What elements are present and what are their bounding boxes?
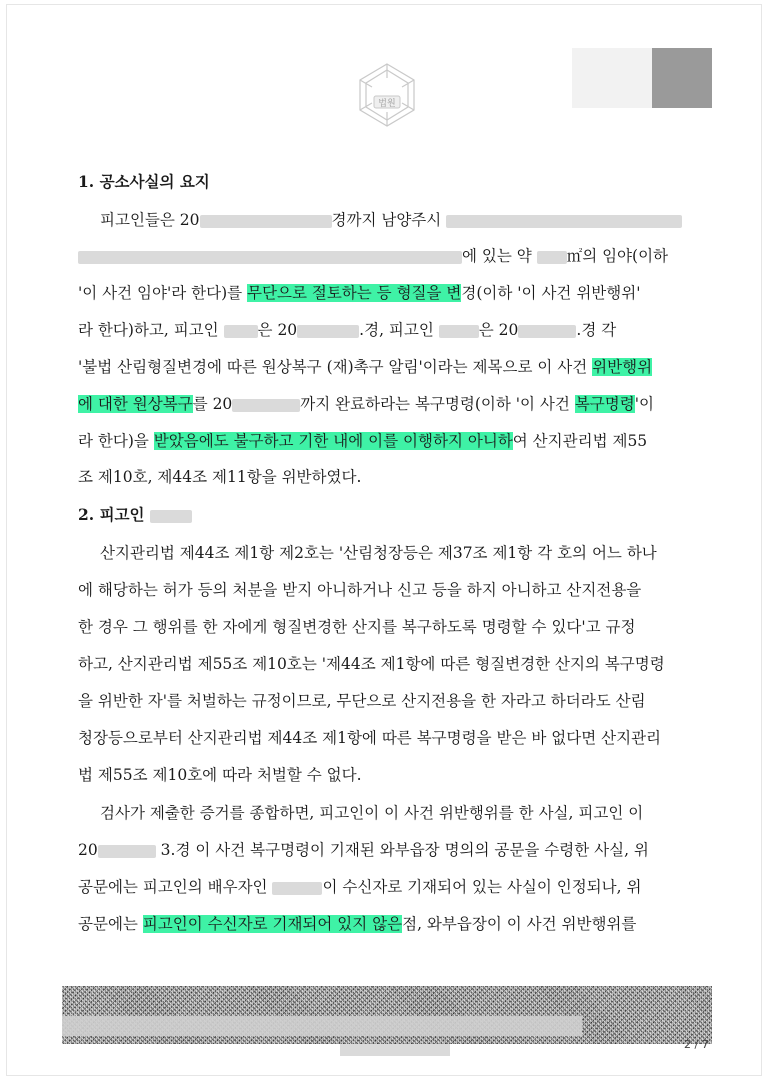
- text-line: 에 있는 약 ㎡의 임야(이하: [78, 246, 668, 266]
- redacted-footer-text: [340, 1044, 450, 1056]
- text-line: 산지관리법 제44조 제1항 제2호는 '산림청장등은 제37조 제1항 각 호의 어느 하나: [100, 544, 657, 562]
- redacted-footer-text: [62, 1016, 582, 1036]
- redacted-stamp: [572, 48, 712, 108]
- text-line: 검사가 제출한 증거를 종합하면, 피고인이 이 사건 위반행위를 한 사실, 피고인 이: [100, 804, 644, 822]
- court-seal-icon: [354, 60, 420, 130]
- text-line: 20 3.경 이 사건 복구명령이 기재된 와부읍장 명의의 공문을 수령한 사실, 위: [78, 841, 649, 859]
- text-line: 에 대한 원상복구를 20 까지 완료하라는 복구명령(이하 '이 사건 복구명령'이: [78, 395, 654, 413]
- text-line: 청장등으로부터 산지관리법 제44조 제1항에 따른 복구명령을 받은 바 없다면 산지관리: [78, 729, 662, 747]
- text-line: 피고인들은 20 경까지 남양주시: [100, 210, 682, 230]
- page-number: 2 / 7: [684, 1038, 709, 1051]
- text-line: '불법 산림형질변경에 따른 원상복구 (재)촉구 알림'이라는 제목으로 이 사건 위반행위: [78, 358, 653, 376]
- text-line: 하고, 산지관리법 제55조 제10호는 '제44조 제1항에 따른 형질변경한 산지의 복구명령: [78, 655, 665, 673]
- text-line: 라 한다)하고, 피고인 은 20 .경, 피고인 은 20 .경 각: [78, 321, 617, 339]
- text-line: 라 한다)을 받았음에도 불구하고 기한 내에 이를 이행하지 아니하여 산지관리법 제55: [78, 432, 648, 450]
- section-1-heading: 1. 공소사실의 요지: [78, 172, 210, 191]
- text-line: 을 위반한 자'를 처벌하는 규정이므로, 무단으로 산지전용을 한 자라고 하더라도 산림: [78, 692, 646, 710]
- text-line: 에 해당하는 허가 등의 처분을 받지 아니하거나 신고 등을 하지 아니하고 산지전용을: [78, 581, 642, 599]
- text-line: 법 제55조 제10호에 따라 처벌할 수 없다.: [78, 766, 362, 784]
- section-2-heading: 2. 피고인: [78, 505, 192, 525]
- text-line: 공문에는 피고인의 배우자인 이 수신자로 기재되어 있는 사실이 인정되나, 위: [78, 878, 642, 896]
- text-line: 공문에는 피고인이 수신자로 기재되어 있지 않은점, 와부읍장이 이 사건 위반행위를: [78, 915, 637, 933]
- text-line: 한 경우 그 행위를 한 자에게 형질변경한 산지를 복구하도록 명령할 수 있다'고 규정: [78, 618, 636, 636]
- svg-text:법원: 법원: [378, 99, 396, 109]
- text-line: 조 제10호, 제44조 제11항을 위반하였다.: [78, 468, 362, 486]
- text-line: '이 사건 임야'라 한다)를 무단으로 절토하는 등 형질을 변경(이하 '이 사건 위반행위': [78, 284, 641, 302]
